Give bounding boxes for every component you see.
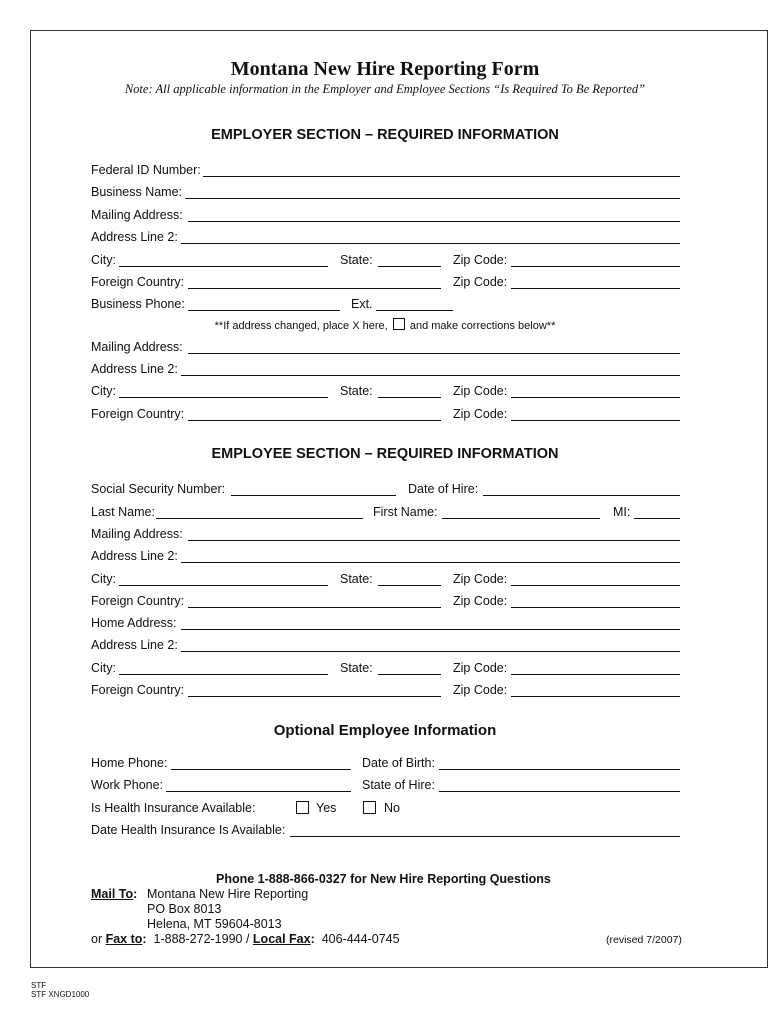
home-address-field[interactable]	[181, 629, 680, 630]
mailing-address-line-3: Helena, MT 59604-8013	[147, 917, 282, 931]
employee-foreign-country-label: Foreign Country:	[91, 594, 185, 608]
home-zip-label: Zip Code:	[453, 661, 508, 675]
employee-city-field[interactable]	[119, 585, 328, 586]
home-address-label: Home Address:	[91, 616, 177, 630]
first-name-label: First Name:	[373, 505, 438, 519]
employer-address-line-2-field[interactable]	[181, 243, 680, 244]
ext-field[interactable]	[376, 310, 453, 311]
employer-foreign-country-field[interactable]	[188, 288, 441, 289]
stf-code: STF XNGD1000	[31, 990, 90, 999]
employee-state-field[interactable]	[378, 585, 441, 586]
business-name-field[interactable]	[185, 198, 680, 199]
state-of-hire-label: State of Hire:	[362, 778, 435, 792]
health-insurance-no-checkbox[interactable]	[363, 801, 376, 814]
corrected-zip-field[interactable]	[511, 397, 680, 398]
health-insurance-label: Is Health Insurance Available:	[91, 801, 256, 815]
mail-to-block	[91, 887, 137, 902]
state-of-hire-field[interactable]	[439, 791, 680, 792]
optional-section-heading: Optional Employee Information	[273, 722, 497, 739]
last-name-field[interactable]	[156, 518, 363, 519]
home-address-line-2-field[interactable]	[181, 651, 680, 652]
employee-foreign-country-row	[91, 592, 680, 610]
form-title: Montana New Hire Reporting Form	[230, 58, 540, 80]
employee-address-line-2-label: Address Line 2:	[91, 549, 178, 563]
home-state-label: State:	[340, 661, 373, 675]
employer-state-label: State:	[340, 253, 373, 267]
phone-questions-line: Phone 1-888-866-0327 for New Hire Reporting Questions	[216, 872, 551, 886]
health-insurance-no-label: No	[384, 801, 400, 815]
mi-label: MI:	[613, 505, 631, 519]
revised-date: (revised 7/2007)	[606, 934, 682, 946]
home-foreign-country-field[interactable]	[188, 696, 441, 697]
date-of-birth-label: Date of Birth:	[362, 756, 435, 770]
home-address-line-2-row	[91, 636, 680, 654]
mail-to-colon: :	[133, 887, 138, 901]
employer-foreign-zip-field[interactable]	[511, 288, 680, 289]
stf-label: STF	[31, 981, 47, 990]
employee-zip-field[interactable]	[511, 585, 680, 586]
employee-foreign-country-field[interactable]	[188, 607, 441, 608]
corrected-foreign-zip-field[interactable]	[511, 420, 680, 421]
health-insurance-row	[91, 799, 680, 817]
home-phone-label: Home Phone:	[91, 756, 168, 770]
local-fax-colon: :	[310, 932, 315, 946]
date-health-insurance-row	[91, 821, 680, 839]
fax-slash: /	[242, 932, 253, 946]
home-foreign-country-row	[91, 681, 680, 699]
address-change-note-text: **If address changed, place X here,	[214, 320, 388, 332]
corrected-address-line-2-label: Address Line 2:	[91, 362, 178, 376]
home-address-line-2-label: Address Line 2:	[91, 638, 178, 652]
mi-field[interactable]	[634, 518, 680, 519]
ssn-row	[91, 480, 680, 498]
health-insurance-yes-checkbox[interactable]	[296, 801, 309, 814]
corrected-foreign-zip-label: Zip Code:	[453, 407, 508, 421]
work-phone-row	[91, 776, 680, 794]
employer-address-line-2-row	[91, 228, 680, 246]
employee-mailing-address-row	[91, 525, 680, 543]
employee-address-line-2-row	[91, 547, 680, 565]
local-fax-number: 406-444-0745	[321, 932, 400, 946]
address-change-note-text-2: and make corrections below**	[409, 320, 556, 332]
corrected-mailing-address-label: Mailing Address:	[91, 340, 183, 354]
corrected-state-field[interactable]	[378, 397, 441, 398]
employer-zip-field[interactable]	[511, 266, 680, 267]
employee-city-row	[91, 570, 680, 588]
employer-address-line-2-label: Address Line 2:	[91, 230, 178, 244]
ssn-label: Social Security Number:	[91, 482, 226, 496]
employer-foreign-country-row	[91, 273, 680, 291]
home-foreign-country-label: Foreign Country:	[91, 683, 185, 697]
date-of-hire-field[interactable]	[483, 495, 680, 496]
corrected-city-row	[91, 382, 680, 400]
employer-city-label: City:	[91, 253, 116, 267]
home-zip-field[interactable]	[511, 674, 680, 675]
employee-city-label: City:	[91, 572, 116, 586]
work-phone-label: Work Phone:	[91, 778, 164, 792]
corrected-foreign-country-label: Foreign Country:	[91, 407, 185, 421]
health-insurance-yes-label: Yes	[316, 801, 337, 815]
employee-address-line-2-field[interactable]	[181, 562, 680, 563]
business-phone-field[interactable]	[188, 310, 340, 311]
form-note: Note: All applicable information in the Employer and Employee Sections “Is Required To Be Reported”	[124, 82, 646, 96]
home-city-row	[91, 659, 680, 677]
date-of-hire-label: Date of Hire:	[408, 482, 479, 496]
fax-or: or	[91, 932, 106, 946]
employer-mailing-address-field[interactable]	[188, 221, 680, 222]
home-city-label: City:	[91, 661, 116, 675]
mailing-address-line-2: PO Box 8013	[147, 902, 222, 916]
home-address-row	[91, 614, 680, 632]
date-health-insurance-field[interactable]	[290, 836, 680, 837]
corrected-zip-label: Zip Code:	[453, 384, 508, 398]
business-phone-row	[91, 295, 680, 313]
federal-id-row	[91, 161, 680, 179]
last-name-label: Last Name:	[91, 505, 155, 519]
corrected-state-label: State:	[340, 384, 373, 398]
employer-city-field[interactable]	[119, 266, 328, 267]
corrected-mailing-address-field[interactable]	[188, 353, 680, 354]
corrected-foreign-country-field[interactable]	[188, 420, 441, 421]
corrected-mailing-address-row	[91, 338, 680, 356]
fax-to-colon: :	[142, 932, 147, 946]
address-change-note	[0, 318, 770, 332]
ext-label: Ext.	[351, 297, 373, 311]
business-name-row	[91, 183, 680, 201]
corrected-city-field[interactable]	[119, 397, 328, 398]
employer-foreign-zip-label: Zip Code:	[453, 275, 508, 289]
employee-zip-label: Zip Code:	[453, 572, 508, 586]
business-phone-label: Business Phone:	[91, 297, 185, 311]
employee-section-heading: EMPLOYEE SECTION – REQUIRED INFORMATION	[211, 446, 559, 462]
address-changed-checkbox[interactable]	[393, 318, 405, 330]
name-row	[91, 503, 680, 521]
home-state-field[interactable]	[378, 674, 441, 675]
mailing-address-line-1: Montana New Hire Reporting	[147, 887, 309, 901]
federal-id-label: Federal ID Number:	[91, 163, 201, 177]
employee-foreign-zip-label: Zip Code:	[453, 594, 508, 608]
home-foreign-zip-label: Zip Code:	[453, 683, 508, 697]
employee-mailing-address-field[interactable]	[188, 540, 680, 541]
employer-section-heading: EMPLOYER SECTION – REQUIRED INFORMATION	[211, 127, 559, 143]
home-phone-field[interactable]	[171, 769, 351, 770]
business-name-label: Business Name:	[91, 185, 183, 199]
home-foreign-zip-field[interactable]	[511, 696, 680, 697]
federal-id-field[interactable]	[203, 176, 680, 177]
date-of-birth-field[interactable]	[439, 769, 680, 770]
corrected-address-line-2-row	[91, 360, 680, 378]
ssn-field[interactable]	[231, 495, 396, 496]
employee-foreign-zip-field[interactable]	[511, 607, 680, 608]
fax-line	[91, 932, 400, 947]
mail-to-label: Mail To	[91, 887, 134, 901]
local-fax-label: Local Fax	[252, 932, 311, 946]
corrected-city-label: City:	[91, 384, 116, 398]
date-health-insurance-label: Date Health Insurance Is Available:	[91, 823, 286, 837]
employee-mailing-address-label: Mailing Address:	[91, 527, 183, 541]
employer-mailing-address-label: Mailing Address:	[91, 208, 183, 222]
fax-number: 1-888-272-1990	[153, 932, 243, 946]
corrected-foreign-country-row	[91, 405, 680, 423]
employer-foreign-country-label: Foreign Country:	[91, 275, 185, 289]
home-city-field[interactable]	[119, 674, 328, 675]
employer-state-field[interactable]	[378, 266, 441, 267]
fax-to-label: Fax to	[105, 932, 143, 946]
employer-city-row	[91, 251, 680, 269]
work-phone-field[interactable]	[166, 791, 351, 792]
employee-state-label: State:	[340, 572, 373, 586]
employer-zip-label: Zip Code:	[453, 253, 508, 267]
home-phone-row	[91, 754, 680, 772]
employer-mailing-address-row	[91, 206, 680, 224]
corrected-address-line-2-field[interactable]	[181, 375, 680, 376]
first-name-field[interactable]	[442, 518, 600, 519]
